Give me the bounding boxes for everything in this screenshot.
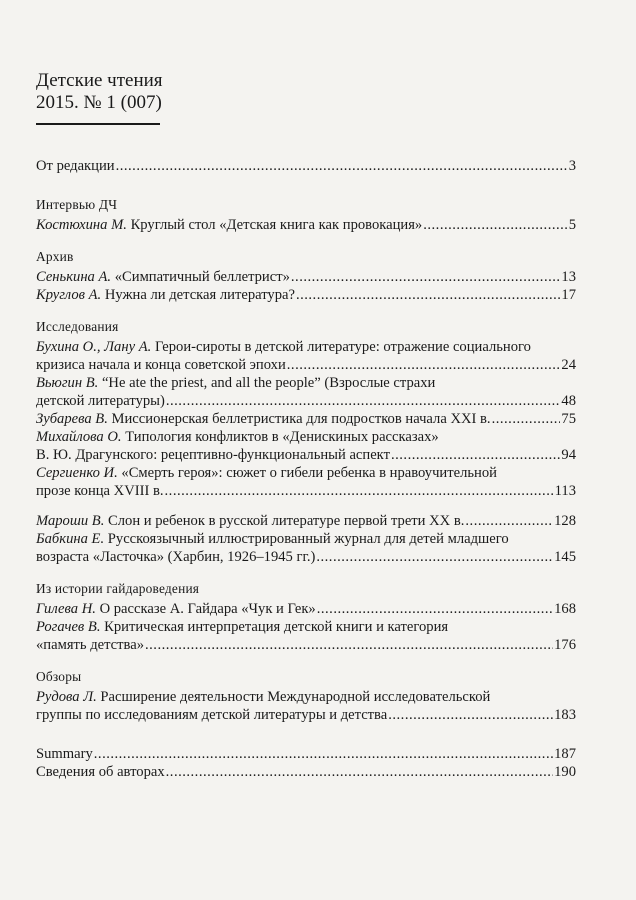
toc-entry-summary[interactable] [36, 745, 576, 763]
toc-entry[interactable] [36, 428, 576, 464]
toc-entry-author: Вьюгин В. [36, 375, 99, 391]
toc-entry-title-line1: Критическая интерпретация детской книги и категория [104, 619, 449, 635]
toc-entry-page: 13 [561, 269, 576, 285]
toc-entry-title-line2: детской литературы) [36, 393, 165, 409]
toc-entry-title-line2: кризиса начала и конца советской эпохи [36, 357, 286, 373]
toc-entry-author: Бухина О., Лану А. [36, 339, 152, 355]
journal-title: Детские чтения [36, 70, 163, 91]
toc-entry-author: Зубарева В. [36, 411, 108, 427]
toc-entry-title-line1: «Смерть героя»: сюжет о гибели ребенка в нравоучительной [121, 465, 497, 481]
leader-dots [391, 446, 560, 464]
toc-entry-title-line2: В. Ю. Драгунского: рецептивно-функциональный аспект [36, 447, 390, 463]
leader-dots [317, 600, 553, 618]
toc-entry[interactable] [36, 512, 576, 530]
section-heading-interview: Интервью ДЧ [36, 197, 118, 212]
section-heading-archive: Архив [36, 249, 74, 264]
toc-entry-title-line2: возраста «Ласточка» (Харбин, 1926–1945 гг.) [36, 549, 316, 565]
leader-dots [291, 268, 561, 286]
toc-entry-page: 168 [554, 601, 576, 617]
toc-entry[interactable] [36, 374, 576, 410]
toc-entry-author: Рогачев В. [36, 619, 101, 635]
toc-entry-author: Михайлова О. [36, 429, 122, 445]
toc-entry-author: Рудова Л. [36, 689, 97, 705]
toc-entry-title: Сведения об авторах [36, 764, 165, 780]
toc-entry-page: 183 [554, 707, 576, 723]
table-of-contents [36, 157, 576, 781]
toc-entry-title-line2: прозе конца XVIII в. [36, 483, 164, 499]
leader-dots [116, 157, 568, 175]
toc-entry-page: 24 [561, 357, 576, 373]
toc-entry-title-line1: Расширение деятельности Международной исследовательской [100, 689, 491, 705]
section-heading-reviews: Обзоры [36, 669, 82, 684]
leader-dots [166, 392, 561, 410]
leader-dots [165, 482, 554, 500]
leader-dots [287, 356, 561, 374]
toc-entry-page: 145 [554, 549, 576, 565]
toc-entry-title: Миссионерская беллетристика для подростков начала XXI в. [111, 411, 491, 427]
header-rule [36, 123, 160, 125]
toc-entry-title: О рассказе А. Гайдара «Чук и Гек» [99, 601, 316, 617]
toc-entry[interactable] [36, 338, 576, 374]
toc-entry-authors-info[interactable] [36, 763, 576, 781]
leader-dots [423, 216, 567, 234]
leader-dots [94, 745, 553, 763]
toc-entry[interactable] [36, 464, 576, 500]
toc-entry-author: Сенькина А. [36, 269, 112, 285]
toc-entry-title-line1: Герои-сироты в детской литературе: отражение социального [154, 339, 531, 355]
journal-issue: 2015. № 1 (007) [36, 92, 162, 113]
toc-entry[interactable] [36, 268, 576, 286]
toc-entry-title: Нужна ли детская литература? [104, 287, 295, 303]
toc-entry-author: Костюхина М. [36, 217, 127, 233]
toc-entry-page: 3 [568, 158, 576, 174]
toc-entry[interactable] [36, 530, 576, 566]
toc-entry-author: Круглов А. [36, 287, 102, 303]
toc-entry-page: 190 [554, 764, 576, 780]
toc-entry[interactable] [36, 600, 576, 618]
toc-entry-title-line2: «память детства» [36, 637, 144, 653]
toc-entry-author: Гилева Н. [36, 601, 96, 617]
toc-entry[interactable] [36, 618, 576, 654]
toc-entry-title: Круглый стол «Детская книга как провокация» [130, 217, 423, 233]
leader-dots [166, 763, 553, 781]
toc-entry-author: Мароши В. [36, 513, 105, 529]
toc-entry[interactable] [36, 410, 576, 428]
toc-entry-editorial[interactable] [36, 157, 576, 175]
leader-dots [145, 636, 553, 654]
toc-entry-title-line1: Типология конфликтов в «Денискиных рассказах» [125, 429, 439, 445]
toc-entry-author: Сергиенко И. [36, 465, 118, 481]
leader-dots [465, 512, 553, 530]
toc-entry-page: 17 [561, 287, 576, 303]
journal-header [36, 70, 163, 125]
leader-dots [492, 410, 561, 428]
toc-entry-author: Бабкина Е. [36, 531, 105, 547]
toc-entry-page: 187 [554, 746, 576, 762]
toc-entry-page: 128 [554, 513, 576, 529]
toc-entry-title: От редакции [36, 158, 115, 174]
leader-dots [296, 286, 560, 304]
leader-dots [388, 706, 553, 724]
toc-entry-page: 75 [561, 411, 576, 427]
toc-entry-page: 113 [554, 483, 576, 499]
toc-entry-title-line1: “He ate the priest, and all the people” (Взрослые страхи [101, 375, 436, 391]
section-heading-research: Исследования [36, 319, 119, 334]
toc-entry-page: 5 [568, 217, 576, 233]
toc-entry-title-line2: группы по исследованиям детской литературы и детства [36, 707, 388, 723]
toc-entry-title: Summary [36, 746, 93, 762]
toc-entry-page: 94 [561, 447, 576, 463]
toc-entry-page: 176 [554, 637, 576, 653]
section-heading-gaidar: Из истории гайдароведения [36, 581, 200, 596]
toc-entry-page: 48 [561, 393, 576, 409]
toc-entry-title: Слон и ребенок в русской литературе первой трети XX в. [108, 513, 465, 529]
toc-entry[interactable] [36, 688, 576, 724]
toc-entry-title: «Симпатичный беллетрист» [114, 269, 290, 285]
leader-dots [316, 548, 553, 566]
toc-entry[interactable] [36, 216, 576, 234]
toc-entry-title-line1: Русскоязычный иллюстрированный журнал для детей младшего [107, 531, 509, 547]
toc-entry[interactable] [36, 286, 576, 304]
